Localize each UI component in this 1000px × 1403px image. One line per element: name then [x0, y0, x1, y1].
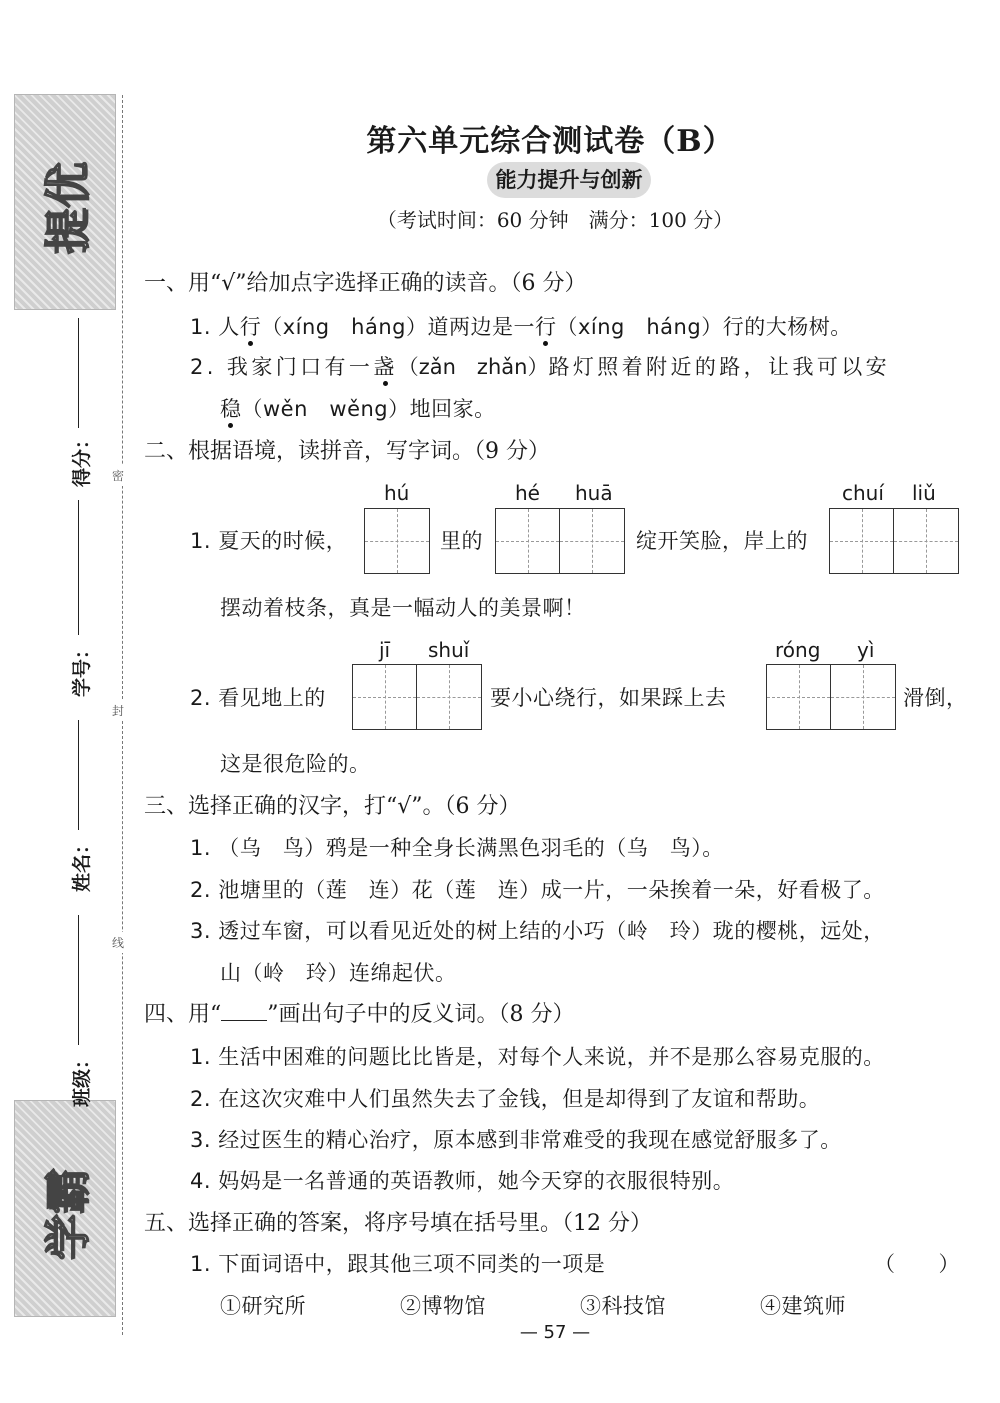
q-number: 3. — [190, 1128, 212, 1152]
text[interactable]: 经过医生的精心治疗，原本感到非常难受的我现在感觉舒服多了。 — [218, 1128, 842, 1152]
writing-grid-jishui[interactable] — [352, 664, 482, 730]
pinyin-ji: jī — [379, 638, 391, 662]
section4-heading — [144, 997, 575, 1028]
section2-q1-t4: 摆动着枝条，真是一幅动人的美景啊！ — [220, 596, 586, 620]
seal-mark-feng: 封 — [112, 700, 124, 721]
grid-cell[interactable] — [831, 665, 895, 729]
dotted-char: 行 — [534, 315, 557, 339]
score-line — [78, 318, 79, 428]
badge-bottom-text: 学霸 — [41, 1168, 95, 1260]
section2-q1-t3: 绽开笑脸，岸上的 — [636, 529, 808, 553]
writing-grid-hehua[interactable] — [495, 508, 625, 574]
section3-line — [190, 832, 724, 862]
grid-cell[interactable] — [496, 509, 560, 573]
class-label: 班级： — [71, 1049, 94, 1108]
seal-mark-mi: 密 — [112, 465, 124, 486]
text[interactable]: 生活中困难的问题比比皆是，对每个人来说，并不是那么容易克服的。 — [218, 1045, 885, 1069]
q-number: 2. — [190, 878, 212, 902]
badge-top-text: 提优 — [41, 162, 95, 254]
text: 我家门口有一 — [226, 355, 374, 379]
q-number: 1. — [190, 529, 212, 553]
option-1[interactable]: ①研究所 — [220, 1294, 306, 1318]
section4-line — [190, 1124, 842, 1154]
section3-line — [190, 915, 885, 945]
seal-mark-xian: 线 — [112, 932, 124, 953]
text: 行的大杨树。 — [722, 315, 852, 339]
q-number: 1. — [190, 1045, 212, 1069]
section4-line — [190, 1041, 885, 1071]
q-number: 2. — [190, 355, 217, 379]
text: 看见地上的 — [218, 686, 326, 710]
option-2[interactable]: ②博物馆 — [400, 1294, 486, 1318]
section5-heading: 五、选择正确的答案，将序号填在括号里。（12 分） — [144, 1211, 652, 1236]
heading-part: ”画出句子中的反义词。（8 分） — [267, 1002, 575, 1027]
text: 下面词语中，跟其他三项不同类的一项是 — [218, 1252, 606, 1276]
text: 人 — [218, 315, 240, 339]
q-number: 4. — [190, 1169, 212, 1193]
section2-q2-t2: 要小心绕行，如果踩上去 — [490, 686, 727, 710]
grid-cell[interactable] — [894, 509, 958, 573]
option-4[interactable]: ④建筑师 — [760, 1294, 846, 1318]
text: 夏天的时候， — [218, 529, 348, 553]
option-3[interactable]: ③科技馆 — [580, 1294, 666, 1318]
grid-cell[interactable] — [767, 665, 831, 729]
underline-sample — [221, 1002, 267, 1021]
subtitle-pill: 能力提升与创新 — [487, 162, 651, 198]
q-number: 1. — [190, 315, 212, 339]
heading-part: 四、用“ — [144, 1002, 222, 1027]
section2-heading: 二、根据语境，读拼音，写字词。（9 分） — [144, 439, 550, 464]
q-number: 2. — [190, 1087, 212, 1111]
text[interactable]: （乌 鸟）鸦是一种全身长满黑色羽毛的（乌 鸟）。 — [218, 836, 724, 860]
section2-q2-num — [190, 682, 326, 712]
section3-line — [220, 957, 457, 987]
q-number: 1. — [190, 836, 212, 860]
dotted-char: 行 — [239, 315, 262, 339]
text[interactable]: 在这次灾难中人们虽然失去了金钱，但是却得到了友谊和帮助。 — [218, 1087, 821, 1111]
section3-heading: 三、选择正确的汉字，打“√”。（6 分） — [144, 794, 521, 819]
section1-q2-cont — [220, 393, 496, 423]
dotted-char: 盏 — [373, 355, 398, 379]
text: 路灯照着附近的路，让我可以安 — [548, 355, 891, 379]
text[interactable]: 山（岭 玲）连绵起伏。 — [220, 961, 457, 985]
writing-grid-chuiliu[interactable] — [829, 508, 959, 574]
text[interactable]: 透过车窗，可以看见近处的树上结的小巧（岭 玲）珑的樱桃，远处， — [218, 919, 885, 943]
pinyin-hu: hú — [384, 481, 410, 505]
writing-grid-hu[interactable] — [364, 508, 430, 574]
section5-q1 — [190, 1248, 605, 1278]
pinyin-options[interactable]: （zǎn zhǎn） — [397, 355, 549, 379]
section2-q2-t4: 这是很危险的。 — [220, 752, 371, 776]
section1-q1 — [190, 311, 852, 341]
pinyin-yi: yì — [857, 638, 875, 662]
pinyin-chui: chuí — [842, 481, 884, 505]
badge-bottom — [14, 1100, 116, 1317]
section1-heading: 一、用“√”给加点字选择正确的读音。（6 分） — [144, 271, 587, 296]
text: 道两边是一 — [427, 315, 535, 339]
student-id-line — [78, 500, 79, 635]
class-line — [78, 915, 79, 1045]
grid-cell[interactable] — [560, 509, 624, 573]
writing-grid-rongyi[interactable] — [766, 664, 896, 730]
pinyin-options[interactable]: （xíng háng） — [261, 315, 428, 339]
answer-bracket[interactable]: （ ） — [874, 1252, 960, 1276]
grid-cell[interactable] — [365, 509, 429, 573]
name-label: 姓名： — [71, 834, 94, 893]
section4-line — [190, 1165, 734, 1195]
pinyin-hua: huā — [575, 481, 613, 505]
exam-info: （考试时间：60 分钟 满分：100 分） — [376, 208, 734, 232]
grid-cell[interactable] — [353, 665, 417, 729]
text: 地回家。 — [409, 397, 496, 421]
section1-q2 — [190, 351, 890, 381]
grid-cell[interactable] — [830, 509, 894, 573]
pinyin-he: hé — [515, 481, 540, 505]
grid-cell[interactable] — [417, 665, 481, 729]
pinyin-options[interactable]: （xíng háng） — [556, 315, 723, 339]
score-label: 得分： — [71, 429, 94, 488]
student-id-label: 学号： — [71, 639, 94, 698]
page-number: — 57 — — [519, 1322, 591, 1343]
q-number: 3. — [190, 919, 212, 943]
section2-q2-t3: 滑倒， — [903, 686, 968, 710]
section3-line — [190, 874, 885, 904]
section4-line — [190, 1083, 820, 1113]
section2-q1-num — [190, 525, 347, 555]
pinyin-rong: róng — [775, 638, 821, 662]
pinyin-liu: liǔ — [912, 481, 936, 505]
page-title: 第六单元综合测试卷（B） — [366, 124, 734, 159]
pinyin-options[interactable]: （wěn wěng） — [241, 397, 410, 421]
section2-q1-t2: 里的 — [440, 529, 483, 553]
q-number: 1. — [190, 1252, 212, 1276]
dotted-char: 稳 — [220, 397, 242, 421]
pinyin-shui: shuǐ — [428, 638, 470, 662]
text[interactable]: 妈妈是一名普通的英语教师，她今天穿的衣服很特别。 — [218, 1169, 735, 1193]
name-line — [78, 720, 79, 830]
q-number: 2. — [190, 686, 212, 710]
text[interactable]: 池塘里的（莲 连）花（莲 连）成一片，一朵挨着一朵，好看极了。 — [218, 878, 885, 902]
